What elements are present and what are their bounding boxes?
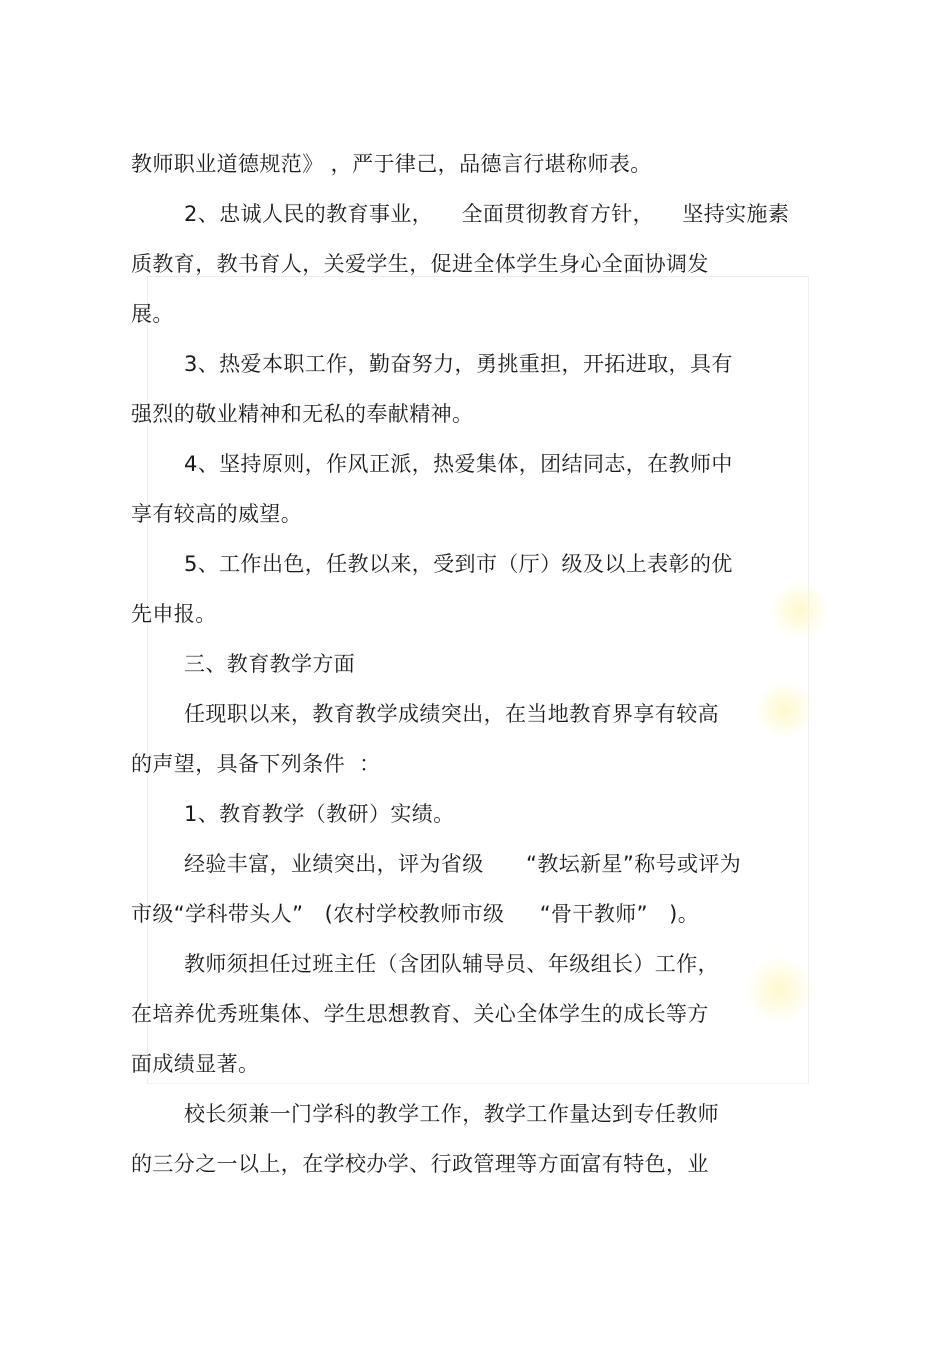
text-line: 4、坚持原则，作风正派，热爱集体，团结同志，在教师中 bbox=[184, 452, 733, 476]
text-line: 的声望，具备下列条件 ： bbox=[131, 752, 381, 776]
scan-highlight-mark bbox=[755, 680, 815, 740]
text-line: 面成绩显著。 bbox=[131, 1052, 260, 1076]
text-line: 享有较高的威望。 bbox=[131, 502, 303, 526]
text-line: 教师职业道德规范》 ，严于律己，品德言行堪称师表。 bbox=[131, 152, 652, 176]
text-line: 1、教育教学（教研）实绩。 bbox=[184, 802, 455, 826]
text-line: 强烈的敬业精神和无私的奉献精神。 bbox=[131, 402, 474, 426]
text-line: 校长须兼一门学科的教学工作，教学工作量达到专任教师 bbox=[184, 1102, 719, 1126]
text-line: 2、忠诚人民的教育事业， 全面贯彻教育方针， 坚持实施素 bbox=[184, 202, 790, 226]
text-line: 3、热爱本职工作，勤奋努力，勇挑重担，开拓进取，具有 bbox=[184, 352, 733, 376]
text-line: 质教育，教书育人，关爱学生，促进全体学生身心全面协调发 bbox=[131, 252, 709, 276]
text-line: 先申报。 bbox=[131, 602, 217, 626]
text-line: 的三分之一以上，在学校办学、行政管理等方面富有特色，业 bbox=[131, 1152, 709, 1176]
text-line: 教师须担任过班主任（含团队辅导员、年级组长）工作， bbox=[184, 952, 719, 976]
text-line: 市级“学科带头人” (农村学校教师市级 “骨干教师” )。 bbox=[131, 902, 700, 926]
text-line: 展。 bbox=[131, 302, 174, 326]
scan-highlight-mark bbox=[770, 580, 830, 640]
scan-highlight-mark bbox=[745, 955, 815, 1025]
text-line: 经验丰富，业绩突出，评为省级 “教坛新星”称号或评为 bbox=[184, 852, 742, 876]
text-line: 任现职以来，教育教学成绩突出，在当地教育界享有较高 bbox=[184, 702, 719, 726]
text-line: 5、工作出色，任教以来，受到市（厅）级及以上表彰的优 bbox=[184, 552, 733, 576]
section-heading: 三、教育教学方面 bbox=[184, 652, 356, 676]
text-line: 在培养优秀班集体、学生思想教育、关心全体学生的成长等方 bbox=[131, 1002, 709, 1026]
